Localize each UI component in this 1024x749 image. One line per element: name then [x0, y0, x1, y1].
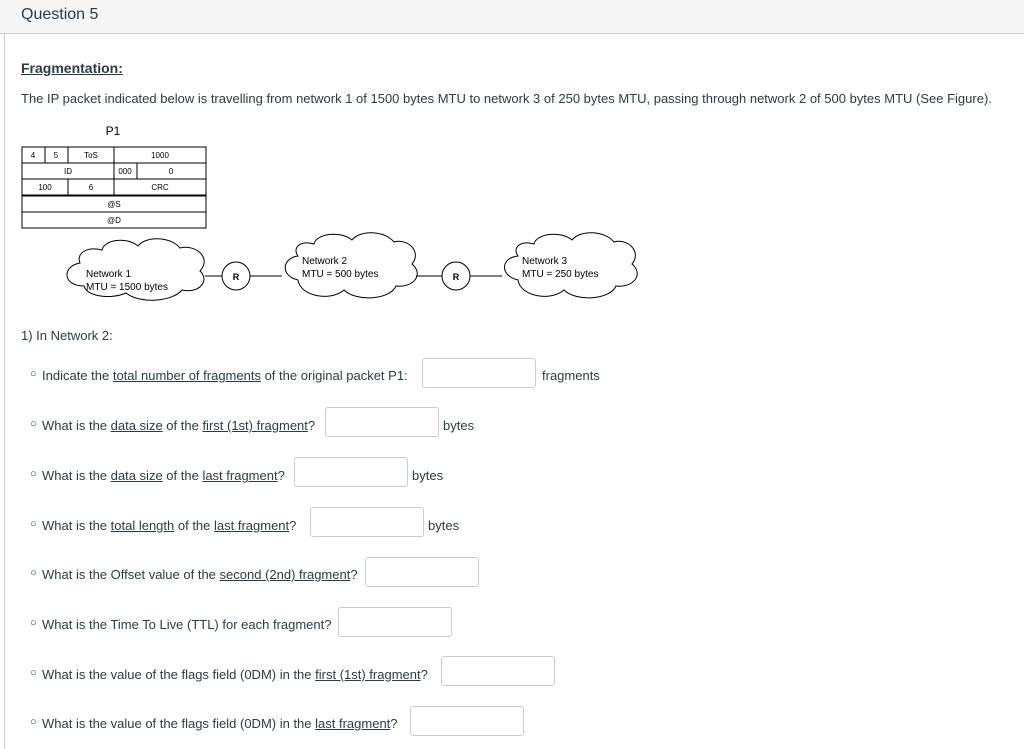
id-field: ID: [64, 167, 72, 176]
dst-address-field: @D: [107, 216, 121, 225]
intro-text: The IP packet indicated below is travelling from network 1 of 1500 bytes MTU to network 3 of 250 bytes MTU, passing through network 2 of 500 bytes MTU (See Figure).: [21, 91, 992, 106]
network-2-name: Network 2: [302, 256, 348, 267]
flags-field: 000: [118, 167, 132, 176]
last-fragment-total-length-input[interactable]: [310, 507, 424, 537]
fragments-count-input[interactable]: [422, 358, 536, 388]
router-2-label: R: [452, 272, 460, 282]
ihl-field: 5: [53, 151, 59, 160]
fragments-unit: fragments: [542, 368, 600, 383]
network-1-mtu: MTU = 1500 bytes: [86, 282, 168, 293]
bullet-icon: ○: [30, 468, 37, 480]
first-fragment-data-size-input[interactable]: [325, 407, 439, 437]
question-5: ○ What is the Offset value of the second (2nd) fragment?: [30, 567, 358, 582]
network-3-mtu: MTU = 250 bytes: [522, 269, 599, 280]
bullet-icon: ○: [30, 368, 37, 380]
tos-field: ToS: [84, 151, 98, 160]
question-7: ○ What is the value of the flags field (0DM) in the first (1st) fragment?: [30, 667, 428, 682]
subheading: 1) In Network 2:: [21, 328, 113, 343]
second-fragment-offset-input[interactable]: [365, 557, 479, 587]
bytes-unit: bytes: [412, 468, 444, 483]
question-3: ○ What is the data size of the last fragment?: [30, 468, 285, 483]
question-1: ○ Indicate the total number of fragments of the original packet P1:: [30, 368, 408, 383]
section-title: Fragmentation:: [21, 60, 123, 76]
last-fragment-flags-input[interactable]: [410, 706, 524, 736]
bullet-icon: ○: [30, 518, 37, 530]
bullet-icon: ○: [30, 716, 37, 728]
router-1-label: R: [232, 272, 240, 282]
network-3-name: Network 3: [522, 256, 568, 267]
offset-field: 0: [168, 167, 174, 176]
network-2-mtu: MTU = 500 bytes: [302, 269, 379, 280]
network-figure: [0, 118, 650, 323]
network-1-name: Network 1: [86, 269, 132, 280]
checksum-field: CRC: [151, 183, 169, 192]
ttl-field: 100: [38, 183, 52, 192]
protocol-field: 6: [88, 183, 94, 192]
question-title: Question 5: [21, 6, 99, 23]
first-fragment-flags-input[interactable]: [441, 656, 555, 686]
bullet-icon: ○: [30, 567, 37, 579]
bytes-unit: bytes: [428, 518, 460, 533]
question-2: ○ What is the data size of the first (1st) fragment?: [30, 418, 316, 433]
bullet-icon: ○: [30, 617, 37, 629]
total-length-field: 1000: [151, 151, 169, 160]
question-4: ○ What is the total length of the last fragment?: [30, 518, 297, 533]
question-6: ○ What is the Time To Live (TTL) for each fragment?: [30, 617, 332, 632]
bytes-unit: bytes: [443, 418, 475, 433]
packet-label: P1: [105, 124, 121, 138]
ttl-input[interactable]: [338, 607, 452, 637]
question-8: ○ What is the value of the flags field (0DM) in the last fragment?: [30, 716, 398, 731]
last-fragment-data-size-input[interactable]: [294, 457, 408, 487]
bullet-icon: ○: [30, 418, 37, 430]
question-header: [0, 0, 1024, 34]
src-address-field: @S: [107, 200, 121, 209]
bullet-icon: ○: [30, 667, 37, 679]
ver-field: 4: [30, 151, 36, 160]
